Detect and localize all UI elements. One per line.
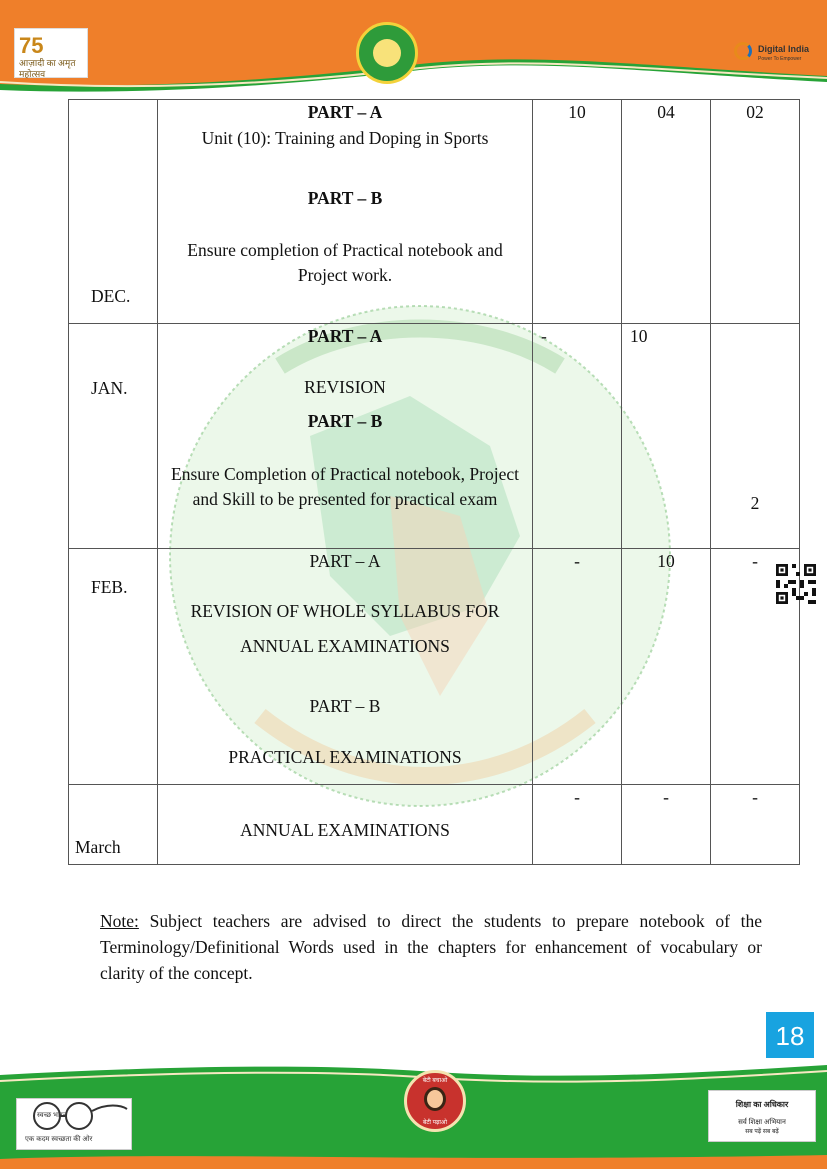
swachh-bharat-logo: स्वच्छ भारत एक कदम स्वच्छता की ओर: [16, 1098, 132, 1150]
month-label: JAN.: [91, 378, 128, 398]
qr-code-icon[interactable]: [776, 564, 816, 604]
marks-value: -: [541, 326, 547, 346]
marks-value: 02: [746, 102, 764, 122]
part-b-heading: PART – B: [309, 696, 381, 716]
part-a-text: ANNUAL EXAMINATIONS: [240, 636, 450, 656]
part-b-text: Ensure completion of Practical notebook and Project work.: [187, 240, 503, 285]
table-row: [69, 324, 800, 549]
marks-value: -: [663, 787, 669, 807]
content-text: ANNUAL EXAMINATIONS: [240, 820, 450, 840]
table-row: [69, 549, 800, 785]
note-label: Note:: [100, 911, 139, 931]
subject-note: [100, 908, 762, 986]
spectacles-icon: [17, 1099, 129, 1133]
marks-value: 10: [630, 326, 648, 346]
part-b-text: Ensure Completion of Practical notebook, Project and Skill to be presented for practical exam: [171, 464, 519, 509]
marks-value: -: [752, 787, 758, 807]
part-a-text: REVISION OF WHOLE SYLLABUS FOR: [190, 601, 500, 621]
part-a-heading: PART – A: [307, 102, 383, 122]
month-label: March: [75, 837, 121, 857]
part-b-heading: PART – B: [307, 411, 383, 431]
part-b-heading: PART – B: [307, 188, 383, 208]
beti-bachao-beti-padhao-logo: बेटी बचाओ बेटी पढ़ाओ: [404, 1070, 466, 1132]
right-to-education-logo: शिक्षा का अधिकार सर्व शिक्षा अभियान सब पढ़ें सब बढ़ें: [708, 1090, 816, 1142]
note-text: Subject teachers are advised to direct the students to prepare notebook of the Terminology/Definitional Words used in the chapters for enhancement of vocabulary or clarity of the concept.: [100, 911, 762, 983]
marks-value: -: [574, 551, 580, 571]
marks-value: 10: [568, 102, 586, 122]
marks-value: -: [752, 551, 758, 571]
syllabus-table: [68, 99, 800, 865]
part-a-text: REVISION: [304, 377, 386, 397]
marks-value: 10: [657, 551, 675, 571]
part-a-text: Unit (10): Training and Doping in Sports: [201, 128, 489, 148]
board-emblem-logo: [356, 22, 418, 84]
marks-value: 2: [750, 493, 760, 513]
page-number-badge: 18: [766, 1012, 814, 1058]
marks-value: -: [574, 787, 580, 807]
part-a-heading: PART – A: [307, 326, 383, 346]
table-row: [69, 785, 800, 865]
part-b-text: PRACTICAL EXAMINATIONS: [228, 747, 462, 767]
month-label: FEB.: [91, 577, 128, 597]
azadi-ka-amrit-mahotsav-logo: 75 आज़ादी का अमृत महोत्सव: [14, 28, 88, 78]
table-row: [69, 100, 800, 324]
part-a-heading: PART – A: [309, 551, 381, 571]
month-label: DEC.: [91, 286, 131, 306]
digital-india-logo: Digital India Power To Empower: [732, 40, 814, 68]
marks-value: 04: [657, 102, 675, 122]
